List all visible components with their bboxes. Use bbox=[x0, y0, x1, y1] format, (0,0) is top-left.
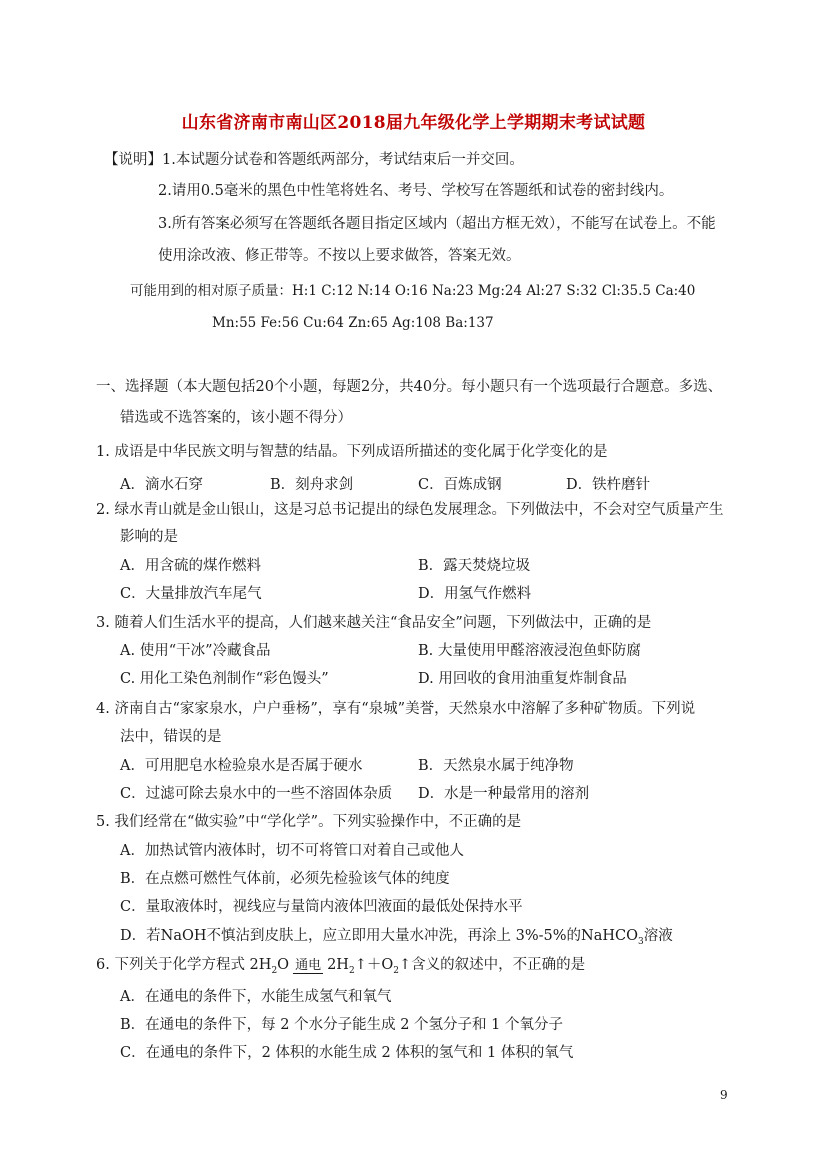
question-1-option-d: D．铁杵磨针 bbox=[566, 477, 651, 493]
question-6-stem: 6. 下列关于化学方程式 $2H_2O$ 通电 $2H_2↑+O_2↑$含义的叙述中，不正确的是 bbox=[96, 957, 586, 976]
reaction-condition: 通电 bbox=[295, 958, 322, 973]
instruction-item-3-cont: 使用涂改液、修正带等。不按以上要求做答，答案无效。 bbox=[158, 248, 521, 264]
question-3-option-c: C. 用化工染色剂制作“彩色馒头” bbox=[120, 671, 329, 687]
question-2-option-c: C．大量排放汽车尾气 bbox=[120, 586, 262, 602]
question-2-option-a: A．用含硫的煤作燃料 bbox=[120, 558, 261, 574]
instruction-item-2: 2.请用0.5毫米的黑色中性笔将姓名、考号、学校写在答题纸和试卷的密封线内。 bbox=[158, 183, 674, 199]
question-1-option-a: A．滴水石穿 bbox=[120, 477, 203, 493]
question-4-option-d: D．水是一种最常用的溶剂 bbox=[418, 786, 590, 802]
question-5-option-b: B．在点燃可燃性气体前，必须先检验该气体的纯度 bbox=[120, 871, 450, 887]
question-5-option-c: C．量取液体时，视线应与量筒内液体凹液面的最低处保持水平 bbox=[120, 899, 523, 915]
atomic-masses-line-1: 可能用到的相对原子质量：H:1 C:12 N:14 O:16 Na:23 Mg:24 Al:27 S:32 Cl:35.5 Ca:40 bbox=[130, 283, 696, 299]
question-4-stem: 4. 济南自古“家家泉水，户户垂杨”，享有“泉城”美誉，天然泉水中溶解了多种矿物质。下列说 bbox=[96, 701, 696, 717]
question-3-option-b: B. 大量使用甲醛溶液浸泡鱼虾防腐 bbox=[418, 643, 641, 659]
question-5-option-d: D．若NaOH不慎沾到皮肤上，应立即用大量水冲洗，再涂上 3%-5%的NaHCO$_3$溶液 bbox=[120, 928, 673, 947]
instruction-item-1: 1.本试题分试卷和答题纸两部分，考试结束后一并交回。 bbox=[162, 152, 524, 168]
page-number: 9 bbox=[720, 1088, 728, 1102]
question-2-option-b: B．露天焚烧垃圾 bbox=[418, 558, 531, 574]
question-6-option-b: B．在通电的条件下，每 2 个水分子能生成 2 个氢分子和 1 个氧分子 bbox=[120, 1017, 563, 1033]
instructions-label: 【说明】 bbox=[104, 152, 162, 168]
question-1-option-c: C．百炼成钢 bbox=[418, 477, 502, 493]
section-heading: 一、选择题（本大题包括20个小题，每题2分，共40分。每小题只有一个选项最行合题意。多选、 bbox=[96, 379, 723, 395]
question-1-option-b: B．刻舟求剑 bbox=[270, 477, 354, 493]
question-3-option-a: A. 使用“干冰”冷藏食品 bbox=[120, 643, 271, 659]
instructions-line-1 bbox=[104, 151, 524, 169]
question-4-stem-cont: 法中，错误的是 bbox=[120, 729, 222, 745]
atomic-masses-line-2: Mn:55 Fe:56 Cu:64 Zn:65 Ag:108 Ba:137 bbox=[212, 315, 494, 331]
question-4-option-b: B．天然泉水属于纯净物 bbox=[418, 758, 574, 774]
section-heading-cont: 错选或不选答案的，该小题不得分） bbox=[120, 410, 352, 426]
question-3-stem: 3. 随着人们生活水平的提高，人们越来越关注“食品安全”问题，下列做法中，正确的是 bbox=[96, 615, 652, 631]
question-6-option-c: C．在通电的条件下，2 体积的水能生成 2 体积的氢气和 1 体积的氧气 bbox=[120, 1045, 574, 1061]
question-2-option-d: D．用氢气作燃料 bbox=[418, 586, 532, 602]
question-4-option-a: A．可用肥皂水检验泉水是否属于硬水 bbox=[120, 758, 363, 774]
question-2-stem: 2. 绿水青山就是金山银山，这是习总书记提出的绿色发展理念。下列做法中，不会对空气质量产生 bbox=[96, 502, 724, 518]
question-6-option-a: A．在通电的条件下，水能生成氢气和氧气 bbox=[120, 989, 392, 1005]
question-2-stem-cont: 影响的是 bbox=[120, 529, 178, 545]
page-title: 山东省济南市南山区2018届九年级化学上学期期末考试试题 bbox=[181, 113, 646, 133]
question-5-stem: 5. 我们经常在“做实验”中“学化学”。下列实验操作中，不正确的是 bbox=[96, 814, 522, 830]
question-3-option-d: D. 用回收的食用油重复炸制食品 bbox=[418, 671, 627, 687]
question-4-option-c: C．过滤可除去泉水中的一些不溶固体杂质 bbox=[120, 786, 393, 802]
instruction-item-3: 3.所有答案必须写在答题纸各题目指定区域内（超出方框无效），不能写在试卷上。不能 bbox=[158, 216, 716, 232]
question-5-option-a: A．加热试管内液体时，切不可将管口对着自己或他人 bbox=[120, 843, 464, 859]
question-1-stem: 1. 成语是中华民族文明与智慧的结晶。下列成语所描述的变化属于化学变化的是 bbox=[96, 444, 608, 460]
